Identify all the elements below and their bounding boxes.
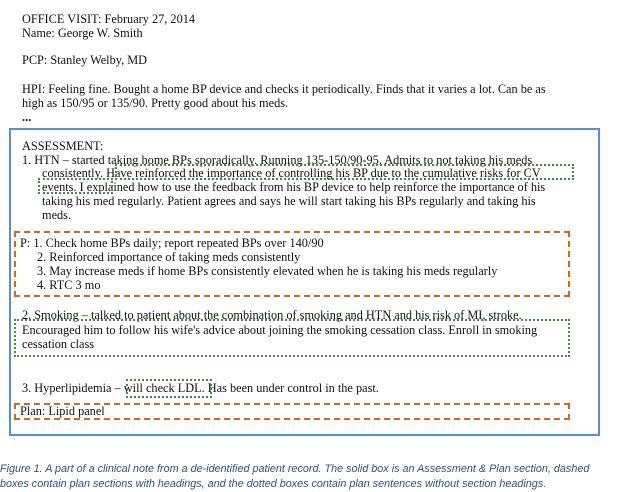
- assessment-item-3: 3. Hyperlipidemia – will check LDL. Has been under control in the past.: [22, 381, 379, 395]
- plan-sentence-box-smoking: [14, 319, 570, 357]
- assessment-item-2-line-3: cessation class: [22, 337, 95, 351]
- assessment-item-2-line-2: Encouraged him to follow his wife's advice about joining the smoking cessation class. Enroll in smoking: [22, 323, 538, 337]
- figure-caption-line-2: boxes contain plan sections with headings, and the dotted boxes contain plan sentences without section headings.: [0, 478, 547, 490]
- assessment-heading: ASSESSMENT:: [22, 139, 104, 153]
- hpi-line-1: HPI: Feeling fine. Bought a home BP device and checks it periodically. Finds that it varies a lot. Can be as: [22, 82, 546, 96]
- assessment-item-1-line-2: consistently. Have reinforced the importance of controlling his BP due to the cumulative risks for CV: [42, 166, 541, 180]
- plan-sentence-box-htn-b: [38, 178, 113, 194]
- assessment-item-1-line-3: events. I explained how to use the feedback from his BP device to help reinforce the importance of his: [42, 180, 546, 194]
- assessment-item-1-line-5: meds.: [42, 208, 72, 222]
- figure-caption-line-1: Figure 1. A part of a clinical note from a de-identified patient record. The solid box is an Assessment & Plan section, dashed: [0, 463, 590, 475]
- hpi-line-2: high as 150/95 or 135/90. Pretty good about his meds.: [22, 96, 289, 110]
- plan-htn-item-4: 4. RTC 3 mo: [37, 278, 101, 292]
- assessment-item-2-line-1: 2. Smoking – talked to patient about the combination of smoking and HTN and his risk of MI, stroke.: [22, 308, 522, 322]
- figure-caption: [0, 462, 640, 492]
- plan-htn-item-3: 3. May increase meds if home BPs consistently elevated when he is taking his meds regularly: [37, 264, 498, 278]
- plan-htn-item-1: P: 1. Check home BPs daily; report repeated BPs over 140/90: [20, 236, 324, 250]
- plan-sentence-box-htn-a: [115, 164, 574, 180]
- ellipsis: ...: [22, 110, 32, 124]
- assessment-item-1-line-1: 1. HTN – started taking home BPs sporadically. Running 135-150/90-95. Admits to not taking his meds: [22, 153, 533, 167]
- pcp-line: PCP: Stanley Welby, MD: [22, 53, 148, 67]
- plan-lipid-panel: Plan: Lipid panel: [20, 404, 105, 418]
- plan-htn-item-2: 2. Reinforced importance of taking meds consistently: [37, 250, 301, 264]
- office-visit-line: OFFICE VISIT: February 27, 2014: [22, 12, 196, 26]
- plan-sentence-box-ldl: [126, 379, 212, 398]
- patient-name-line: Name: George W. Smith: [22, 26, 143, 40]
- assessment-item-1-line-4: taking his med regularly. Patient agrees and says he will start taking his BPs regularly and taking his: [42, 194, 536, 208]
